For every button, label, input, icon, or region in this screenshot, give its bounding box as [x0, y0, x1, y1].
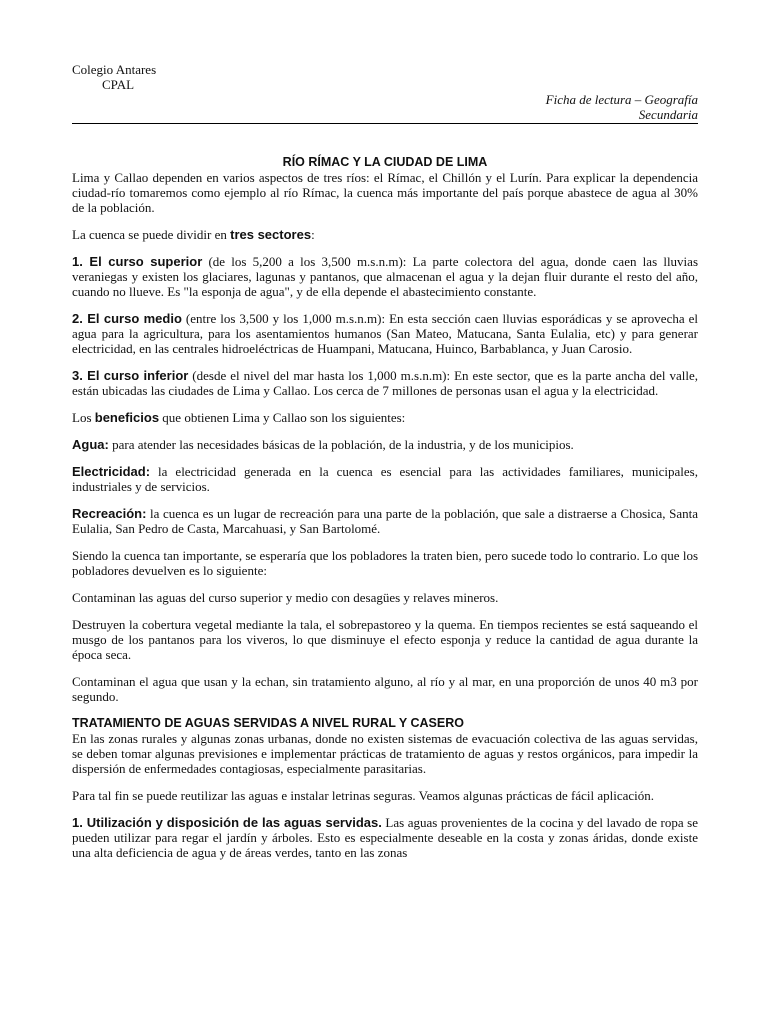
body-paragraph: Siendo la cuenca tan importante, se esperaría que los pobladores la traten bien, pero sucede todo lo contrario. Lo que los pobladores devuelven es lo siguiente: [72, 548, 698, 578]
intro-paragraph: Lima y Callao dependen en varios aspectos de tres ríos: el Rímac, el Chillón y el Lurín. Para explicar la dependencia ciudad-río tomaremos como ejemplo al río Rímac, la cuenca más importante del país porque abastece de agua al 30% de la población. [72, 170, 698, 215]
section-title: TRATAMIENTO DE AGUAS SERVIDAS A NIVEL RURAL Y CASERO [72, 716, 464, 730]
worksheet-label [546, 92, 698, 122]
section-paragraph: En las zonas rurales y algunas zonas urbanas, donde no existen sistemas de evacuación colectiva de las aguas servidas, se deben tomar algunas previsiones e implementar prácticas de tratamiento de aguas y restos orgánicos, para impedir la dispersión de enfermedades contagiosas, especialmente parasitarias. [72, 731, 698, 776]
benefit-paragraph: Electricidad: la electricidad generada en la cuenca es esencial para las actividades familiares, municipales, industriales y de servicios. [72, 464, 698, 494]
section-item-label: 1. Utilización y disposición de las aguas servidas. [72, 815, 382, 830]
body-paragraph: Contaminan las aguas del curso superior y medio con desagües y relaves mineros. [72, 590, 499, 605]
benefit-label: Agua: [72, 437, 109, 452]
sector-label: 3. El curso inferior [72, 368, 189, 383]
document-body [72, 155, 698, 872]
benefit-paragraph: Recreación: la cuenca es un lugar de recreación para una parte de la población, que sale a distraerse a Chosica, Santa Eulalia, San Pedro de Casta, Marcahuasi, y San Bartolomé. [72, 506, 698, 536]
header-divider [72, 123, 698, 124]
benefit-label: Electricidad: [72, 464, 151, 479]
sector-label: 2. El curso medio [72, 311, 182, 326]
body-paragraph: Destruyen la cobertura vegetal mediante la tala, el sobrepastoreo y la quema. En tiempos recientes se está saqueando el musgo de los pantanos para los viveros, lo que disminuye el efecto esponja y reduce la cantidad de agua durante la época seca. [72, 617, 698, 662]
body-paragraph: Contaminan el agua que usan y la echan, sin tratamiento alguno, al río y al mar, en una proporción de unos 40 m3 por segundo. [72, 674, 698, 704]
sectors-intro: La cuenca se puede dividir en tres sectores: [72, 227, 315, 242]
worksheet-level: Secundaria [638, 107, 698, 122]
document-title: RÍO RÍMAC Y LA CIUDAD DE LIMA [282, 155, 488, 169]
school-header [72, 62, 156, 92]
worksheet-type: Ficha de lectura – Geografía [545, 92, 698, 107]
benefit-label: Recreación: [72, 506, 147, 521]
sector-paragraph: 1. El curso superior (de los 5,200 a los 3,500 m.s.n.m): La parte colectora del agua, donde caen las lluvias veraniegas y existen los glaciares, lagunas y pantanos, que almacenan el agua y la dejan fluir durante el resto del año, cuando no llueve. Es "la esponja de agua", y de ella depende el abastecimiento constante. [72, 254, 699, 299]
benefits-intro: Los beneficios que obtienen Lima y Callao son los siguientes: [72, 410, 406, 425]
sector-paragraph: 3. El curso inferior (desde el nivel del mar hasta los 1,000 m.s.n.m): En este sector, que es la parte ancha del valle, están ubicadas las ciudades de Lima y Callao. Los cerca de 7 millones de personas usan el agua y la electricidad. [72, 368, 698, 398]
school-name: Colegio Antares [72, 62, 157, 77]
section-paragraph: Para tal fin se puede reutilizar las aguas e instalar letrinas seguras. Veamos algunas prácticas de fácil aplicación. [72, 788, 654, 803]
sector-label: 1. El curso superior [72, 254, 203, 269]
section-item: 1. Utilización y disposición de las aguas servidas. Las aguas provenientes de la cocina y del lavado de ropa se pueden utilizar para regar el jardín y árboles. Esto es especialmente deseable en la costa y zonas áridas, donde existe una alta deficiencia de agua y de áreas verdes, tanto en las zonas [72, 815, 698, 860]
benefit-paragraph: Agua: para atender las necesidades básicas de la población, de la industria, y de los municipios. [72, 437, 574, 452]
sector-paragraph: 2. El curso medio (entre los 3,500 y los 1,000 m.s.n.m): En esta sección caen lluvias esporádicas y se aprovecha el agua para la agricultura, para los asentamientos humanos (San Mateo, Matucana, Santa Eulalia, etc) y para generar electricidad, en las centrales hidroeléctricas de Huampani, Matucana, Huinco, Barbablanca, y Juan Carosio. [72, 311, 698, 356]
school-abbr: CPAL [102, 77, 135, 92]
